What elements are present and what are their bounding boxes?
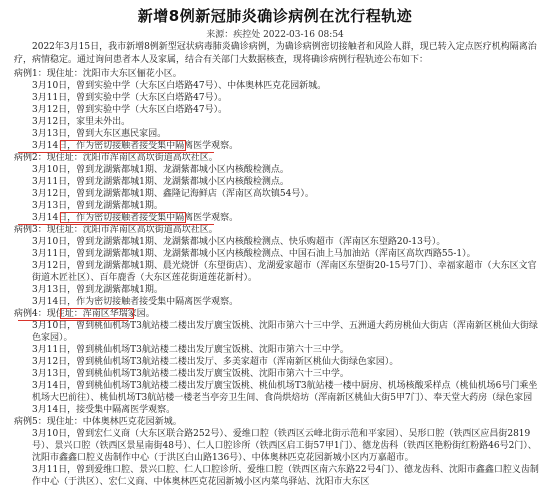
itinerary-line: 3月11日，曾到龙湖紫都城1期、龙湖紫都城小区内核酸检测点、中国石油上马加油站（浑南区高坎西路55-1）。: [32, 249, 476, 259]
case-heading: 病例3：现住址：沈阳市浑南区高坎街道高坎社区。: [14, 225, 218, 235]
case-heading: 病例5：现住址：中体奥林匹克花园新城。: [14, 417, 182, 427]
highlight-underline: [18, 320, 128, 321]
itinerary-line: 3月11日，曾到爱维口腔、景兴口腔、仁人口腔诊所、爱维口腔（铁西区南六东路22号4门）、德龙齿科、沈阳市鑫鑫口腔义齿制作中心（于洪区）、宏仁义商、中体奥林匹克花园新城小区内菜鸟驿站、沈阳市大东区: [32, 465, 539, 487]
itinerary-line: 3月11日，曾到龙湖紫都城1期、龙湖紫都城小区内核酸检测点。: [32, 177, 289, 187]
itinerary-line: 3月12日，曾到桃仙机场T3航站楼二楼出发厅、多美家超市（浑南新区桃仙大街绿色家园）。: [32, 357, 399, 367]
itinerary-line: 3月14日，曾到桃仙机场T3航站楼二楼出发厅廣宝饭桃、桃仙机场T3航站楼一楼中厨房、机场核酸采样点（桃仙机场6号门乘坐机场大巴前往）、桃仙机场T3航站楼一楼老当亭旁卫生间、食尚烘焙坊（浑南新区桃仙大街5甲7门）、奉天堂大药房（绿色家园: [32, 381, 538, 403]
highlight-box: [60, 212, 186, 223]
itinerary-line: 3月12日，曾到龙湖紫都城1期、鑫隆记海鲜店（浑南区高坎镇54号）。: [32, 189, 314, 199]
itinerary-line: 3月12日，家里未外出。: [32, 117, 131, 127]
case-heading: 病例2：现住址：沈阳市浑南区高坎街道高坎社区。: [14, 153, 218, 163]
highlight-box: [60, 140, 186, 151]
highlight-underline: [18, 224, 214, 225]
itinerary-line: 3月12日，曾到实验中学（大东区白塔路47号）。: [32, 105, 228, 115]
article-title: 新增8例新冠肺炎确诊病例在沈行程轨迹: [137, 7, 413, 25]
case-heading: 病例4：现住址：浑南区华瑞家园。: [14, 309, 155, 319]
highlight-box: [60, 308, 134, 319]
itinerary-line: 3月13日，曾到龙湖紫都城1期。: [32, 201, 163, 211]
itinerary-line: 3月11日，曾到桃仙机场T3航站楼二楼出发厅廣宝饭桃、沈阳市第六十三中学。: [32, 345, 349, 355]
itinerary-line: 3月14日，作为密切接触者接受集中隔离医学观察。: [32, 141, 239, 151]
itinerary-line: 3月10日，曾到桃仙机场T3航站楼二楼出发厅廣宝饭桃、沈阳市第六十三中学、五洲通大药房桃仙大街店（浑南新区桃仙大街绿色家园）。: [32, 321, 538, 343]
itinerary-line: 3月14日，作为密切接触者接受集中隔离医学观察。: [32, 297, 239, 307]
itinerary-line: 3月13日，曾到龙湖紫都城1期。: [32, 285, 163, 295]
itinerary-line: 3月13日，曾到大东区惠民家园。: [32, 129, 167, 139]
highlight-underline: [18, 152, 214, 153]
itinerary-line: 3月14日，接受集中隔离医学观察。: [32, 405, 176, 415]
itinerary-line: 3月12日，曾到龙湖紫都城1期、晨光烧饼（东望街店）、龙湖爱家超市（浑南区东望街20-15号7门）、幸福家超市（大东区文官街道木匠社区）、百年鹿香（大东区莲花街道莲花新村）。: [32, 261, 537, 283]
itinerary-line: 3月11日，曾到实验中学（大东区白塔路47号）。: [32, 93, 228, 103]
itinerary-line: 3月10日，曾到龙湖紫都城1期、龙湖紫都城小区内核酸检测点、快乐购超市（浑南区东望路20-13号）。: [32, 237, 446, 247]
itinerary-line: 3月10日，曾到实验中学（大东区白塔路47号）、中体奥林匹克花园新城。: [32, 81, 327, 91]
article-intro: 2022年3月15日，我市新增8例新型冠状病毒肺炎确诊病例，为确诊病例密切接触者和风险人群，现已转入定点医疗机构隔离治疗，病情稳定。通过询问患者本人及家属，结合有关部门大数据核查，现将确诊病例行程轨迹公布如下：: [14, 42, 537, 65]
itinerary-line: 3月10日，曾到龙湖紫都城1期、龙湖紫都城小区内核酸检测点。: [32, 165, 289, 175]
itinerary-line: 3月14日，作为密切接触者接受集中隔离医学观察。: [32, 213, 239, 223]
itinerary-line: 3月13日，曾到桃仙机场T3航站楼二楼出发厅廣宝饭桃、沈阳市第六十三中学。: [32, 369, 349, 379]
itinerary-line: 3月10日，曾到宏仁义商（大东区联合路252号）、爱维口腔（铁西区云峰北街示范和平家园）、吴形口腔（铁西区应昌街2819号）、景兴口腔（铁西区景星南街48号）、仁人口腔诊所（铁西区启工街57甲1门）、德龙齿科（铁西区艳粉街红粉路46号2门）、沈阳市鑫鑫口腔义齿制作中心（于洪区白山路136号）、中体奥林匹克花园新城小区内万嘉超市。: [32, 429, 537, 463]
case-heading: 病例1：现住址：沈阳市大东区俪花小区。: [14, 69, 182, 79]
article-source: 来源：疾控处 2022-03-16 08:54: [206, 30, 344, 40]
